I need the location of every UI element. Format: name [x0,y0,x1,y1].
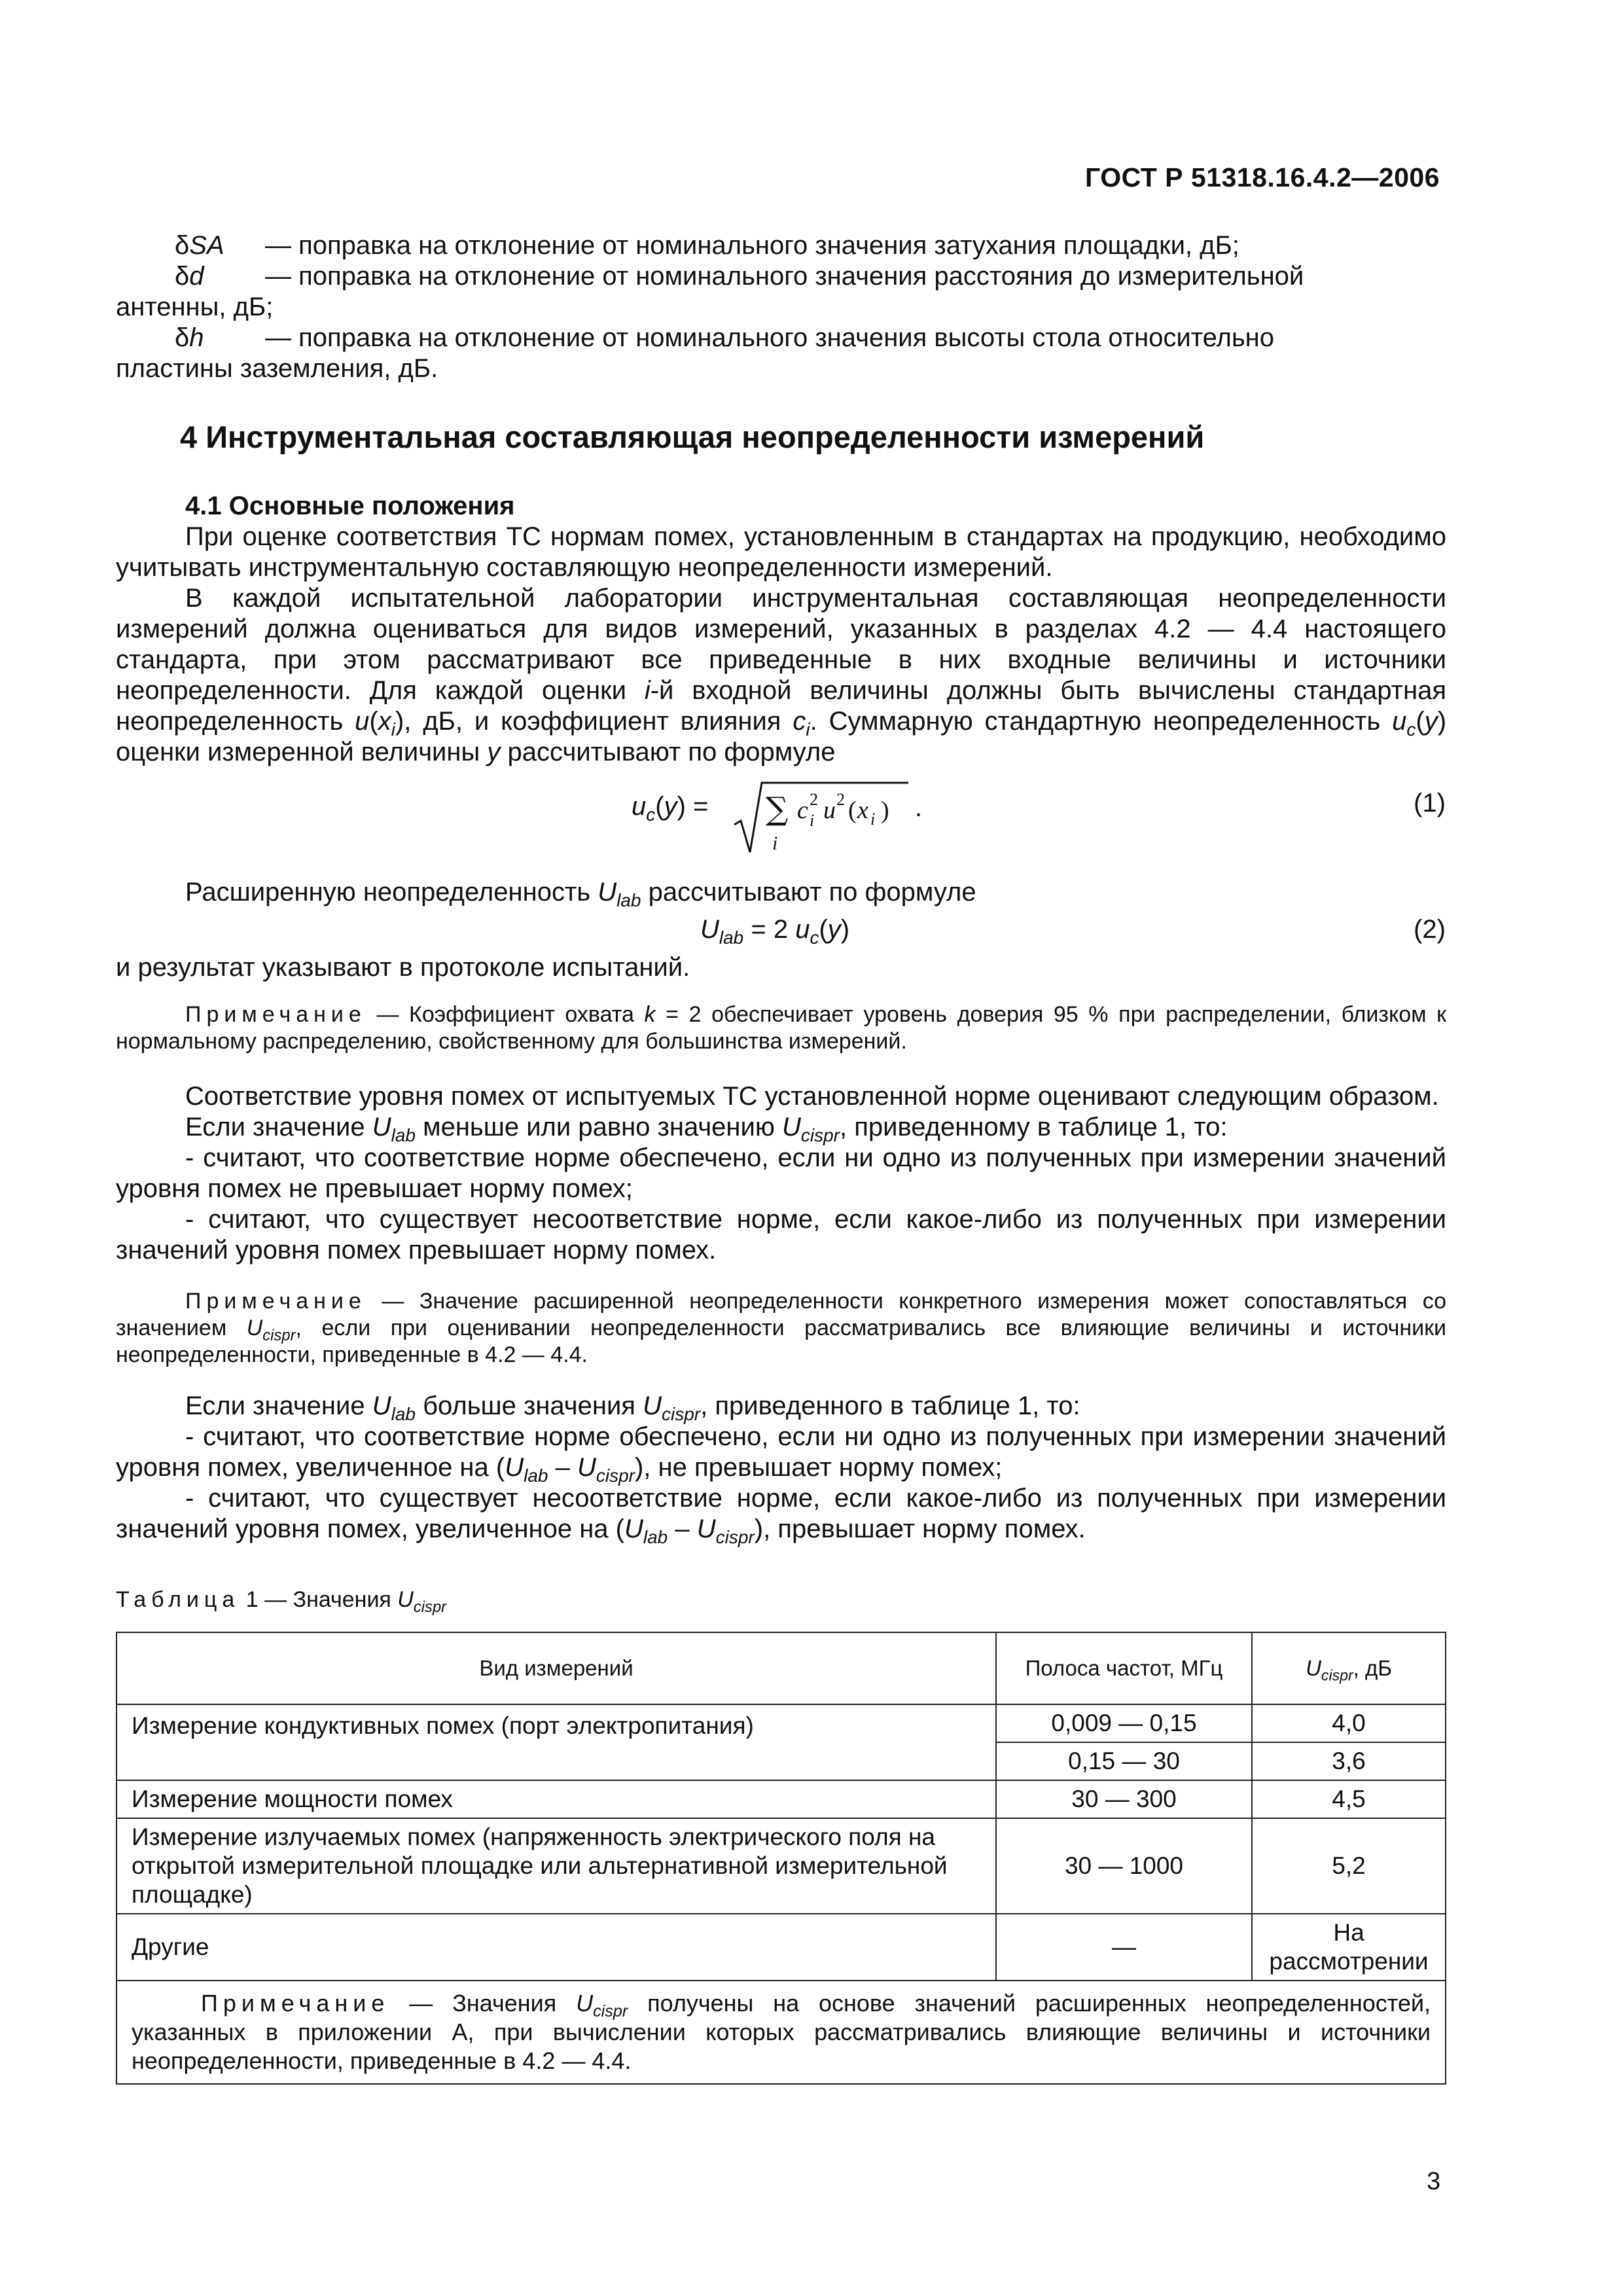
symbol-def-h [116,323,1446,353]
row-band-cell: 30 — 300 [996,1780,1252,1818]
formula-1: $u_c(y)$ = [632,792,709,825]
svg-text:u: u [823,797,836,824]
header-measurement-type: Вид измерений [116,1632,996,1704]
table-row [116,1780,1446,1818]
symbol-h: h [189,323,204,352]
svg-text:(: ( [848,797,857,824]
delta-char: δ [175,323,190,352]
row-band-cell: 0,009 — 0,15 [996,1704,1252,1742]
row-band-cell: 0,15 — 30 [996,1742,1252,1780]
svg-text:2: 2 [836,790,845,809]
table-header-row [116,1632,1446,1704]
table-row [116,1704,1446,1742]
symbol-d-cont: антенны, дБ; [116,293,274,321]
paragraph-5: Соответствие уровня помех от испытуемых ТС установленной норме оценивают следующим образом. [185,1082,1439,1111]
note-2: Примечание — Значение расширенной неопределенности конкретного измерения может сопоставляться со значением $U_{cispr}$, если при оценивании неопределенности рассматривались все влияющие величины и источники неопределенности, приведенные в 4.2 — 4.4. [116,1289,1446,1367]
page-number: 3 [1427,2168,1441,2195]
svg-text:): ) [881,797,889,824]
symbol-d: d [189,262,204,291]
bullet-4: - считают, что существует несоответствие норме, если какое-либо из полученных при измерении значений уровня помех, увеличенное на $(U_{lab} - U_{cispr})$, превышает норму помех. [116,1484,1446,1547]
table-row [116,1914,1446,1981]
row-u-cell: На рассмотрении [1252,1914,1446,1981]
svg-text:i: i [870,810,876,829]
table-note: Примечание — Значения $U_{cispr}$ получены на основе значений расширенных неопределенностей, указанных в приложении А, при вычислении которых рассматривались влияющие величины и источники неопределенности, приведенные в 4.2 — 4.4. [132,1990,1431,2074]
svg-text:i: i [772,833,778,854]
bullet-1: - считают, что соответствие норме обеспечено, если ни одно из полученных при измерении значений уровня помех не превышает норму помех; [116,1143,1446,1203]
row-u-cell: 3,6 [1252,1742,1446,1780]
paragraph-1: При оценке соответствия ТС нормам помех, установленным в стандартах на продукцию, необходимо учитывать инструментальную составляющую неопределенности измерений. [116,522,1446,582]
formula-1-root [732,779,915,857]
header-frequency-band: Полоса частот, МГц [996,1632,1252,1704]
svg-text:2: 2 [810,790,818,809]
svg-text:x: x [857,797,868,824]
equation-1-number: (1) [1414,789,1446,817]
paragraph-2: В каждой испытательной лаборатории инструментальная составляющая неопределенности измерений должна оцениваться для видов измерений, указанных в разделах 4.2 — 4.4 настоящего стандарта, при этом рассматривают все приведенные в них входные величины и источники неопределенности. Для каждой оценки i-й входной величины должны быть вычислены стандартная неопределенность $u(x_i)$, дБ, и коэффициент влияния $c_i$. Суммарную стандартную неопределенность $u_c(y)$ оценки измеренной величины y рассчитывают по формуле [116,584,1447,766]
document-page: ГОСТ Р 51318.16.4.2—2006 δSA — поправка на отклонение от номинального значения затухания площадки, дБ; δd — поправка на отклонение от номинального значения расстояния до измерительной антенны, дБ; δh — поправка на отклонение от номинального значения высоты стола относительно пластины заземления, дБ. 4 Инструментальная составляющая неопределенности измерений 4.1 Основные положения При оценке соответствия ТС нормам помех, установленным в стандартах на продукцию, необходимо учитывать инструментальную составляющую неопределенности измерений. В каждой испытательной лаборатории инструментальная составляющая неопределенности измерений должна оцениваться для видов измерений, указанных в разделах 4.2 — 4.4 настоящего стандарта, при этом рассматривают все приведенные в них входные величины и источники неопределенности. Для каждой оценки i-й входной величины должны быть вычислены стандартная неопределенность $u(x_i)$, дБ, и коэффициент влияния $c_i$. Суммарную стандартную неопределенность $u_c(y)$ оценки измеренной величины y рассчитывают по формуле $u_c(y)$ = ∑ i c 2 i u 2 ( x i ) . (1) Расширенную неопределенность $U_{lab}$ рассчитывают по формуле $U_{lab} = 2$ $u_c(y)$ (2) и результат указывают в протоколе испытаний. Примечание — Коэффициент охвата k = 2 обеспечивает уровень доверия 95 % при распределении, близком к нормальному распределению, свойственному для большинства измерений. Соответствие уровня помех от испытуемых ТС установленной норме оценивают следующим образом. Если значение $U_{lab}$ меньше или равно значению $U_{cispr}$, приведенному в таблице 1, то: - считают, что соответствие норме обеспечено, если ни одно из полученных при измерении значений уровня помех не превышает норму помех; - считают, что существует несоответствие норме, если какое-либо из полученных при измерении значений уровня помех превышает норму помех. Примечание — Значение расширенной неопределенности конкретного измерения может сопоставляться со значением $U_{cispr}$, если при оценивании неопределенности рассматривались все влияющие величины и источники неопределенности, приведенные в 4.2 — 4.4. Если значение $U_{lab}$ больше значения $U_{cispr}$, приведенного в таблице 1, то: - считают, что соответствие норме обеспечено, если ни одно из полученных при измерении значений уровня помех, увеличенное на $(U_{lab} - U_{cispr})$, не превышает норму помех; - считают, что существует несоответствие норме, если какое-либо из полученных при измерении значений уровня помех, увеличенное на $(U_{lab} - U_{cispr})$, превышает норму помех. Таблица 1 — Значения $U_{cispr}$ Вид измерений Полоса частот, МГц $U_{cispr}$, дБ Измерение кондуктивных помех (порт электропитания) 0,009 — 0,15 4,0 0,15 — 30 3,6 Измерение мощности помех 30 — 300 4,5 Измерение излучаемых помех (напряженность электрического поля на открытой измерительной площадке или альтернативной измерительной площадке) 30 — 1000 5,2 Другие — На рассмотрении Примечание — Значения $U_{cispr}$ получены на основе значений расширенных неопределенностей, указанных в приложении А, при вычислении которых рассматривались влияющие величины и источники неопределенности, приведенные в 4.2 — 4.4. 3 [116,162,1447,2195]
symbol-d-desc: — поправка на отклонение от номинального значения расстояния до измерительной [265,262,1304,291]
row-u-cell: 4,0 [1252,1704,1446,1742]
row-u-cell: 5,2 [1252,1818,1446,1914]
symbol-sa-desc: — поправка на отклонение от номинального значения затухания площадки, дБ; [265,231,1240,260]
symbol-sa: SA [189,231,224,260]
section-4-heading: 4 Инструментальная составляющая неопределенности измерений [180,420,1205,454]
delta-char: δ [175,262,190,291]
table-1-caption: Таблица 1 — Значения $U_{cispr}$ [116,1587,447,1616]
bullet-3: - считают, что соответствие норме обеспечено, если ни одно из полученных при измерении значений уровня помех, увеличенное на $(U_{lab} - U_{cispr})$, не превышает норму помех; [116,1422,1446,1486]
svg-text:i: i [810,811,815,830]
note-1: Примечание — Коэффициент охвата k = 2 обеспечивает уровень доверия 95 % при распределении, близком к нормальному распределению, свойственному для большинства измерений. [116,1002,1446,1054]
paragraph-6: Если значение $U_{lab}$ меньше или равно значению $U_{cispr}$, приведенному в таблице 1, то: [185,1113,1228,1145]
delta-char: δ [175,231,190,260]
section-4-1-heading: 4.1 Основные положения [185,492,515,520]
paragraph-3: Расширенную неопределенность $U_{lab}$ рассчитывают по формуле [185,878,976,910]
doc-code: ГОСТ Р 51318.16.4.2—2006 [1085,162,1440,192]
row-type-cell: Измерение кондуктивных помех (порт электропитания) [116,1704,996,1780]
row-band-cell: — [996,1914,1252,1981]
table-note-row [116,1981,1446,2084]
svg-text:c: c [797,797,808,824]
table-1 [116,1632,1446,2085]
row-band-cell: 30 — 1000 [996,1818,1252,1914]
row-type-cell: Измерение излучаемых помех (напряженность электрического поля на открытой измерительной площадке или альтернативной измерительной площадке) [116,1818,996,1914]
formula-2: $U_{lab} = 2$ $u_c(y)$ [700,915,850,948]
header-ucispr: $U_{cispr}$, дБ [1252,1632,1446,1704]
equation-2-number: (2) [1414,915,1446,944]
row-u-cell: 4,5 [1252,1780,1446,1818]
row-type-cell: Другие [116,1914,996,1981]
section-4-1 [116,491,1446,768]
paragraph-7: Если значение $U_{lab}$ больше значения $U_{cispr}$, приведенного в таблице 1, то: [185,1391,1080,1424]
symbol-list [116,230,1446,384]
paragraph-4: и результат указывают в протоколе испытаний. [116,953,690,982]
symbol-h-cont: пластины заземления, дБ. [116,354,438,383]
symbol-def-d [116,261,1446,292]
symbol-h-desc: — поправка на отклонение от номинального значения высоты стола относительно [265,323,1275,352]
row-type-cell: Измерение мощности помех [116,1780,996,1818]
bullet-2: - считают, что существует несоответствие норме, если какое-либо из полученных при измерении значений уровня помех превышает норму помех. [116,1205,1446,1265]
table-row [116,1818,1446,1914]
symbol-def-sa [116,230,1446,261]
svg-text:∑: ∑ [766,791,789,827]
